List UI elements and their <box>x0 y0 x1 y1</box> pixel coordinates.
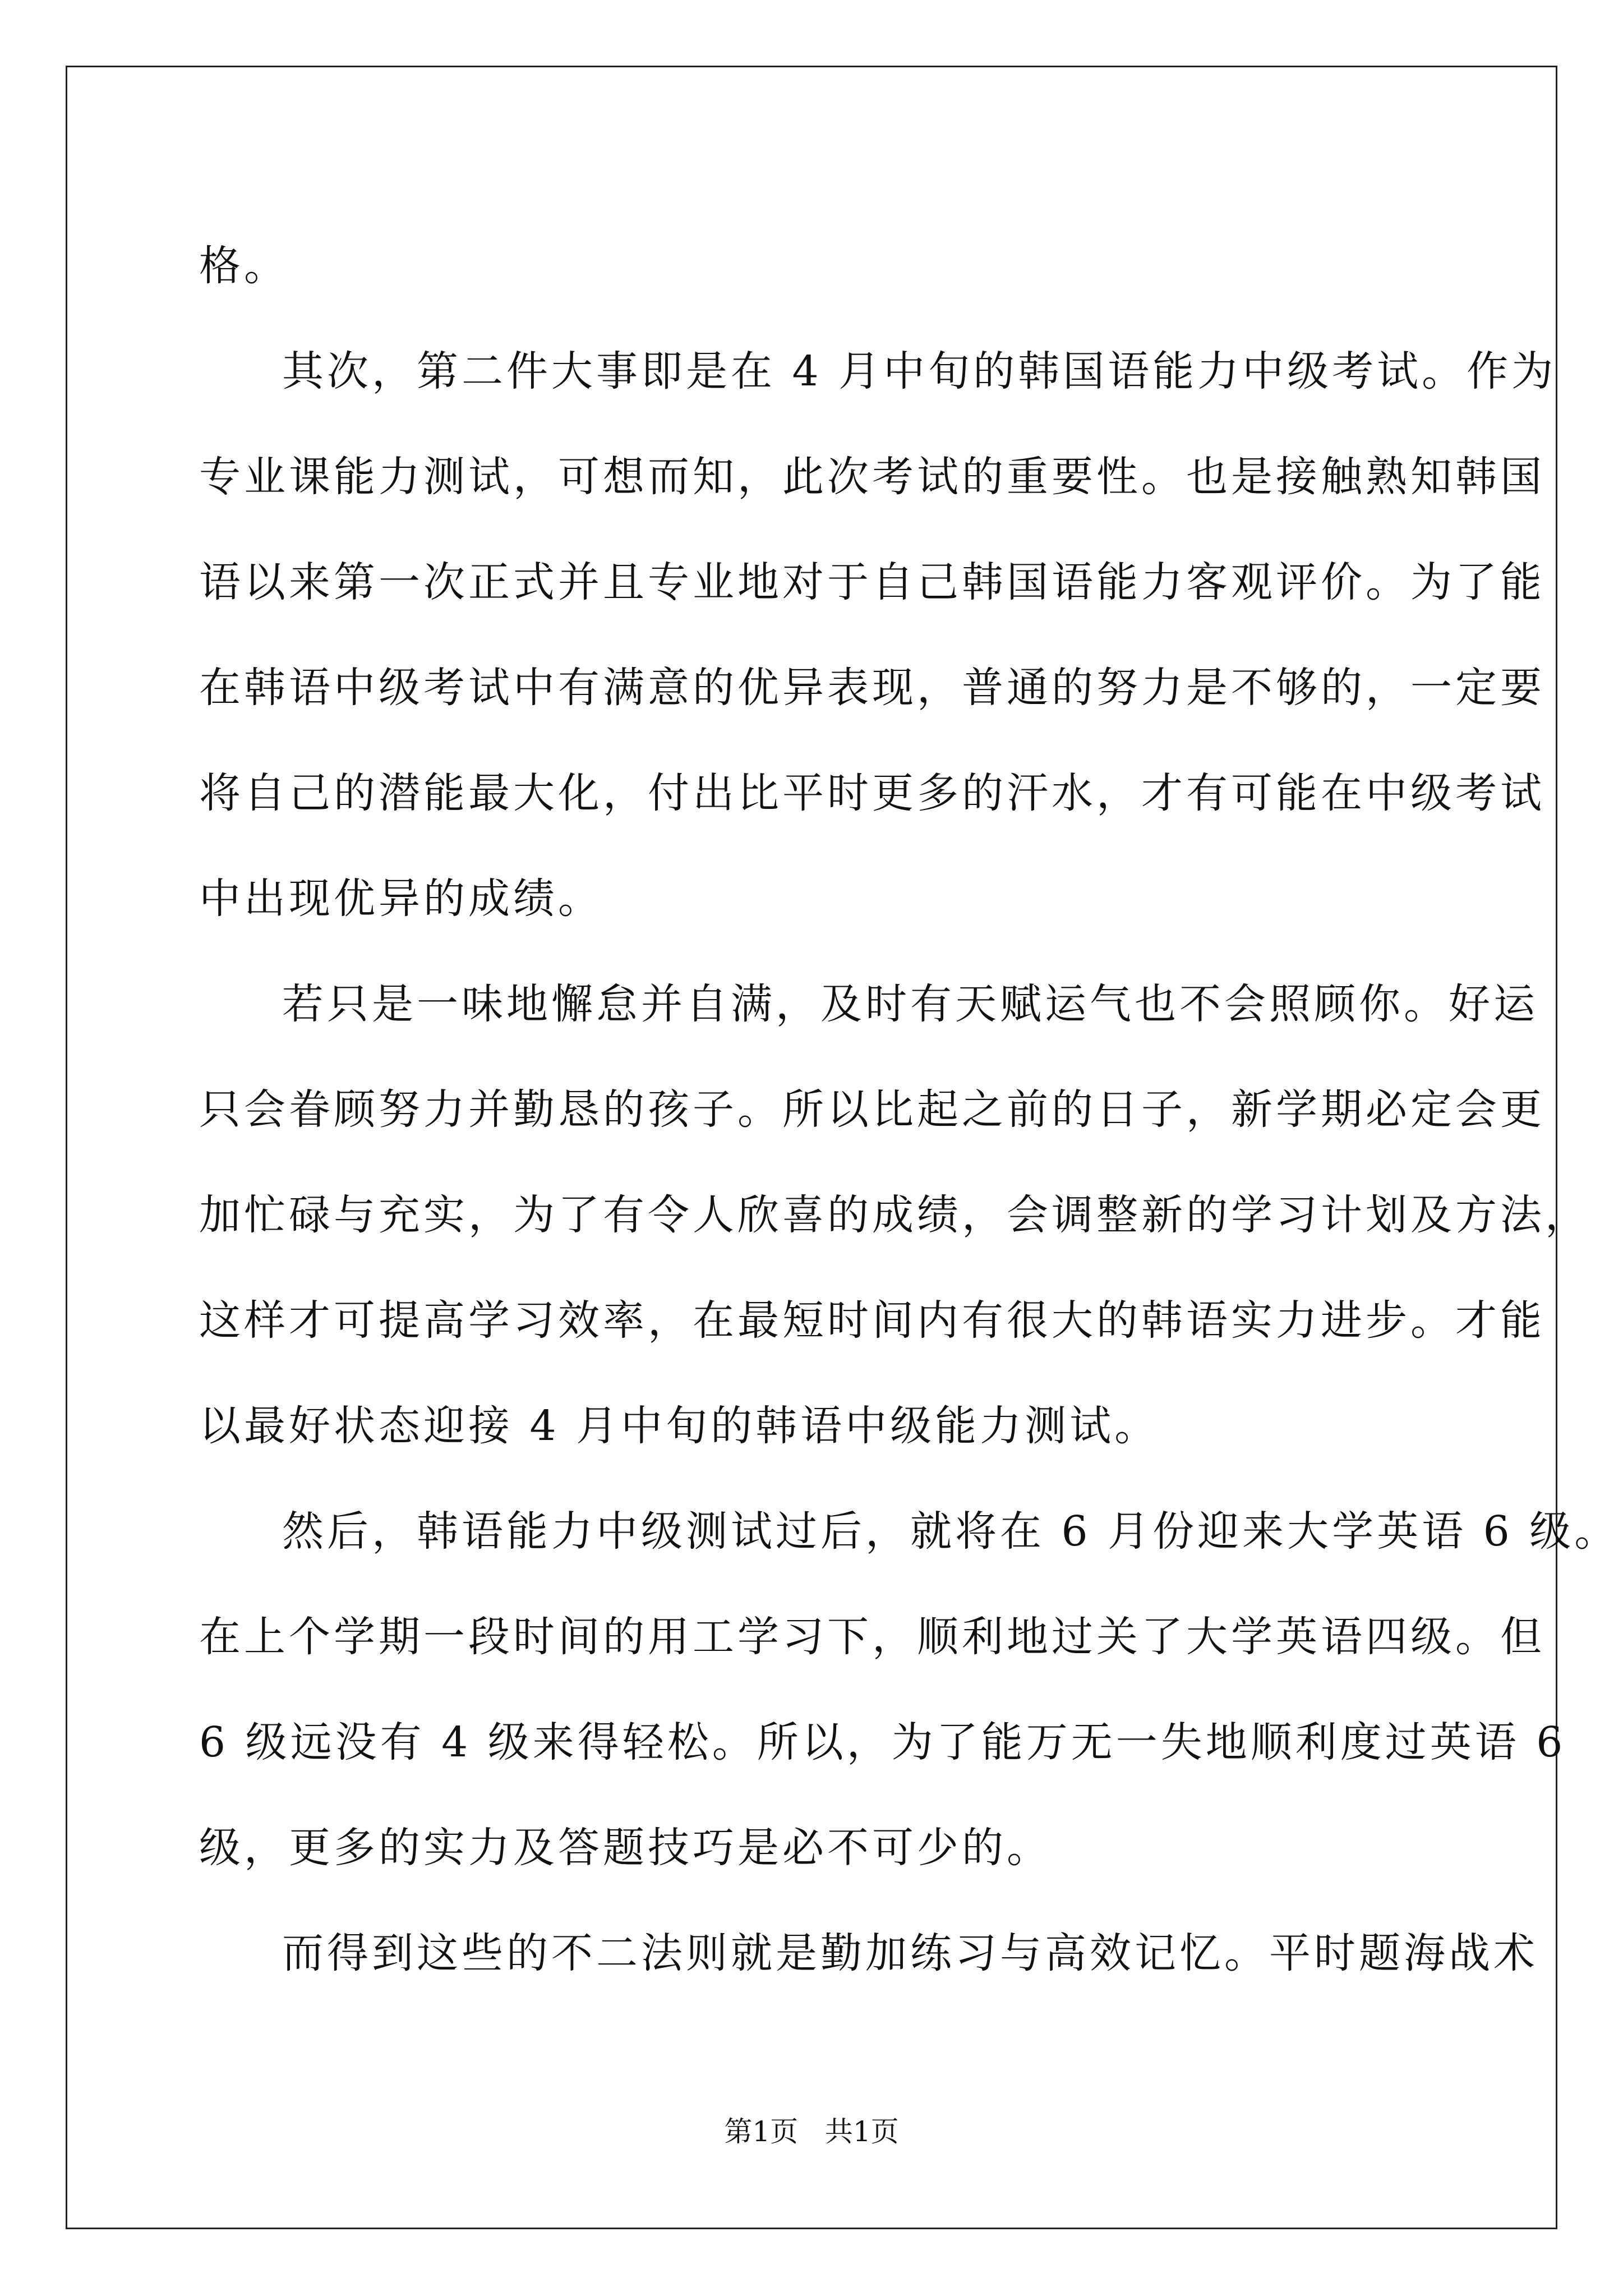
document-body <box>199 213 1620 2006</box>
text-line: 格。 <box>199 242 289 290</box>
paragraph-start-line: 然后，韩语能力中级测试过后，就将在 6 月份迎来大学英语 6 级。 <box>282 1507 1620 1556</box>
text-line: 在上个学期一段时间的用工学习下，顺利地过关了大学英语四级。但 <box>199 1613 1545 1661</box>
text-line: 加忙碌与充实，为了有令人欣喜的成绩，会调整新的学习计划及方法， <box>199 1191 1590 1239</box>
text-line: 在韩语中级考试中有满意的优异表现，普通的努力是不够的，一定要 <box>199 664 1545 712</box>
text-line: 这样才可提高学习效率，在最短时间内有很大的韩语实力进步。才能 <box>199 1296 1545 1345</box>
paragraph-start-line: 其次，第二件大事即是在 4 月中旬的韩国语能力中级考试。作为 <box>282 347 1557 395</box>
text-line: 语以来第一次正式并且专业地对于自己韩国语能力客观评价。为了能 <box>199 558 1545 606</box>
text-line: 只会眷顾努力并勤恳的孩子。所以比起之前的日子，新学期必定会更 <box>199 1085 1545 1134</box>
text-line: 级，更多的实力及答题技巧是必不可少的。 <box>199 1824 1052 1872</box>
text-line: 将自己的潜能最大化，付出比平时更多的汗水，才有可能在中级考试 <box>199 769 1545 817</box>
text-line: 6 级远没有 4 级来得轻松。所以，为了能万无一失地顺利度过英语 6 <box>199 1718 1566 1766</box>
paragraph-start-line: 而得到这些的不二法则就是勤加练习与高效记忆。平时题海战术 <box>282 1929 1538 1977</box>
page-number-footer: 第1页 共1页 <box>724 2115 899 2148</box>
paragraph-start-line: 若只是一味地懈怠并自满，及时有天赋运气也不会照顾你。好运 <box>282 980 1538 1028</box>
text-line: 以最好状态迎接 4 月中旬的韩语中级能力测试。 <box>199 1402 1160 1450</box>
text-line: 专业课能力测试，可想而知，此次考试的重要性。也是接触熟知韩国 <box>199 453 1545 501</box>
text-line: 中出现优异的成绩。 <box>199 875 603 923</box>
